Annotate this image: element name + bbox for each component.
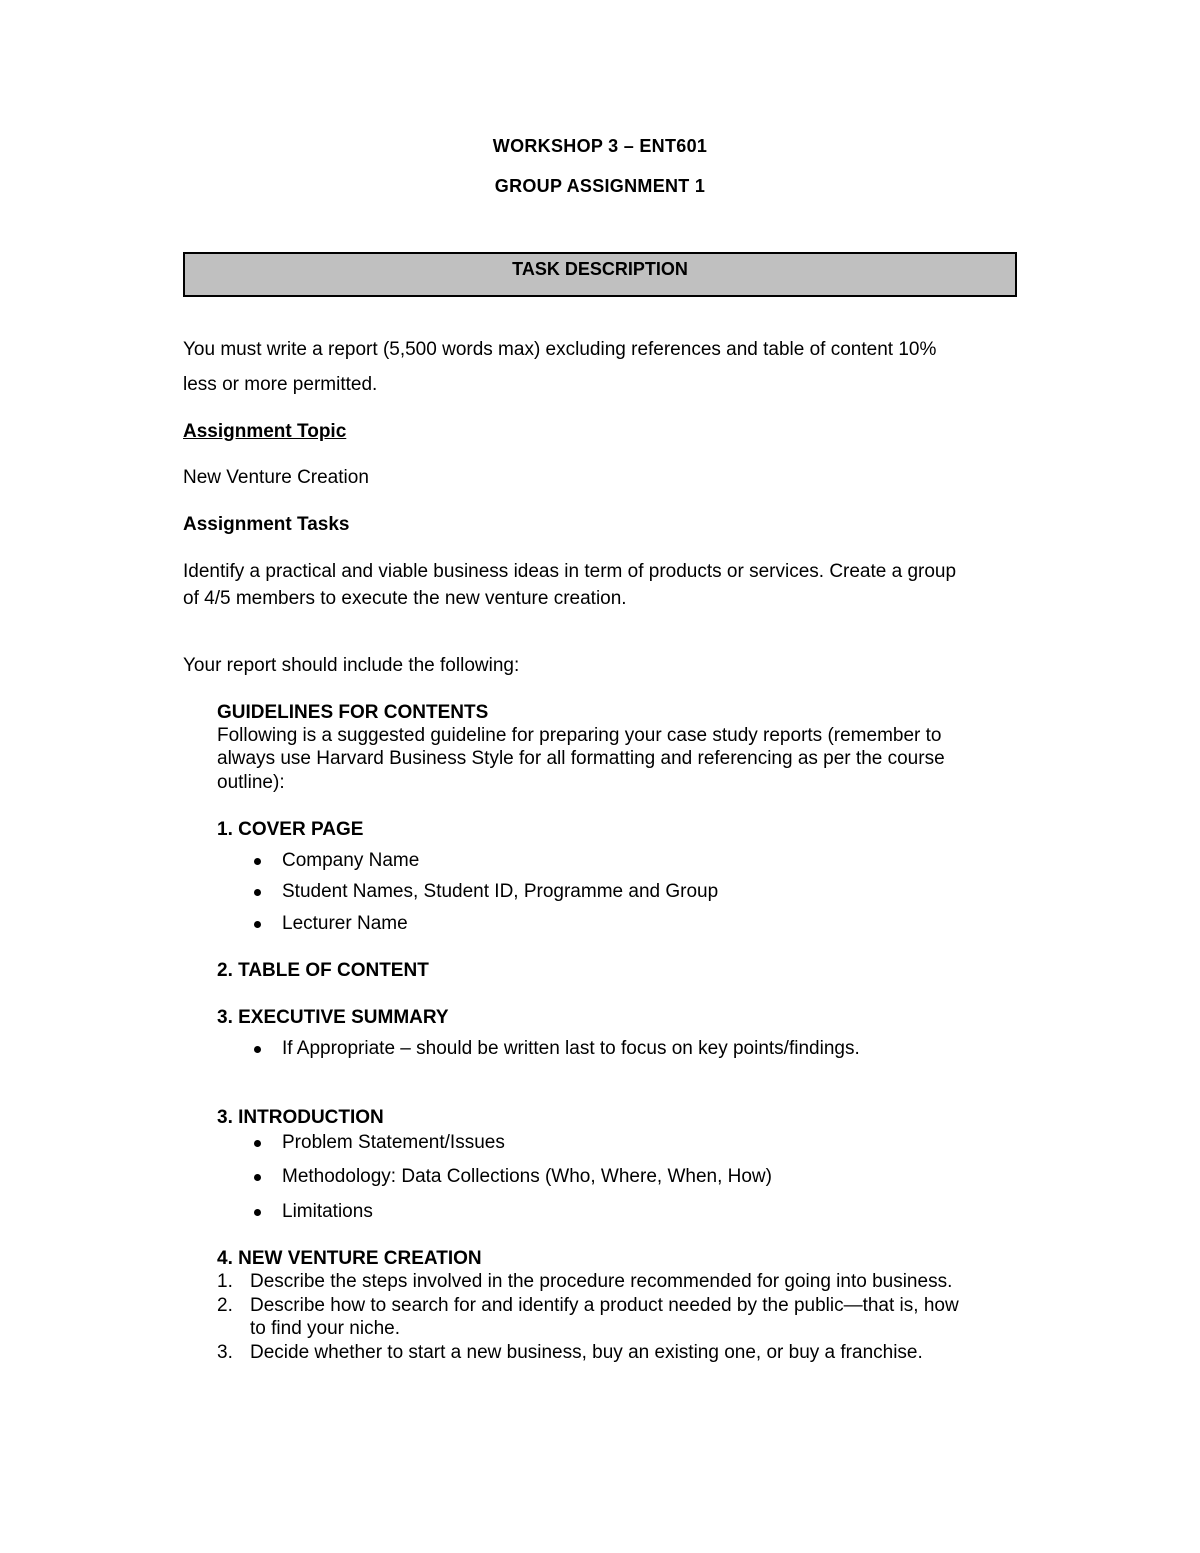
report-intro: Your report should include the following:	[183, 655, 520, 676]
topic-text: New Venture Creation	[183, 467, 369, 488]
intro-line-1: You must write a report (5,500 words max) excluding references and table of content 10%	[183, 339, 937, 360]
document-subtitle: GROUP ASSIGNMENT 1	[494, 176, 706, 196]
new-venture-item-number: 1.	[217, 1271, 233, 1292]
task-description-box	[183, 252, 1017, 297]
bullet-icon	[254, 1209, 261, 1216]
new-venture-item-number: 3.	[217, 1342, 233, 1363]
new-venture-item: Describe the steps involved in the procedure recommended for going into business.	[250, 1271, 953, 1292]
guidelines-heading: GUIDELINES FOR CONTENTS	[217, 702, 489, 723]
exec-summary-heading: 3. EXECUTIVE SUMMARY	[217, 1007, 449, 1028]
document-title: WORKSHOP 3 – ENT601	[492, 136, 708, 156]
cover-page-item: Company Name	[282, 850, 420, 871]
new-venture-heading: 4. NEW VENTURE CREATION	[217, 1248, 482, 1269]
cover-page-item: Lecturer Name	[282, 913, 408, 934]
cover-page-heading: 1. COVER PAGE	[217, 819, 364, 840]
bullet-icon	[254, 921, 261, 928]
cover-page-item: Student Names, Student ID, Programme and Group	[282, 881, 719, 902]
introduction-item: Methodology: Data Collections (Who, Where, When, How)	[282, 1166, 772, 1187]
tasks-heading: Assignment Tasks	[183, 514, 350, 535]
intro-line-2: less or more permitted.	[183, 374, 378, 395]
new-venture-item-continuation: to find your niche.	[250, 1318, 400, 1339]
bullet-icon	[254, 1174, 261, 1181]
bullet-icon	[254, 889, 261, 896]
guidelines-line-1: Following is a suggested guideline for preparing your case study reports (remember to	[217, 725, 942, 746]
topic-heading: Assignment Topic	[183, 421, 347, 442]
new-venture-item-number: 2.	[217, 1295, 233, 1316]
task-description-label: TASK DESCRIPTION	[512, 259, 688, 279]
new-venture-item: Decide whether to start a new business, buy an existing one, or buy a franchise.	[250, 1342, 923, 1363]
guidelines-line-2: always use Harvard Business Style for all formatting and referencing as per the course	[217, 748, 945, 769]
bullet-icon	[254, 1140, 261, 1147]
introduction-item: Problem Statement/Issues	[282, 1132, 505, 1153]
tasks-line-1: Identify a practical and viable business ideas in term of products or services. Create a group	[183, 561, 957, 582]
bullet-icon	[254, 1046, 261, 1053]
guidelines-line-3: outline):	[217, 772, 285, 793]
bullet-icon	[254, 858, 261, 865]
toc-heading: 2. TABLE OF CONTENT	[217, 960, 429, 981]
new-venture-item: Describe how to search for and identify a product needed by the public—that is, how	[250, 1295, 959, 1316]
exec-summary-item: If Appropriate – should be written last to focus on key points/findings.	[282, 1038, 860, 1059]
introduction-heading: 3. INTRODUCTION	[217, 1107, 384, 1128]
introduction-item: Limitations	[282, 1201, 373, 1222]
tasks-line-2: of 4/5 members to execute the new venture creation.	[183, 588, 627, 609]
